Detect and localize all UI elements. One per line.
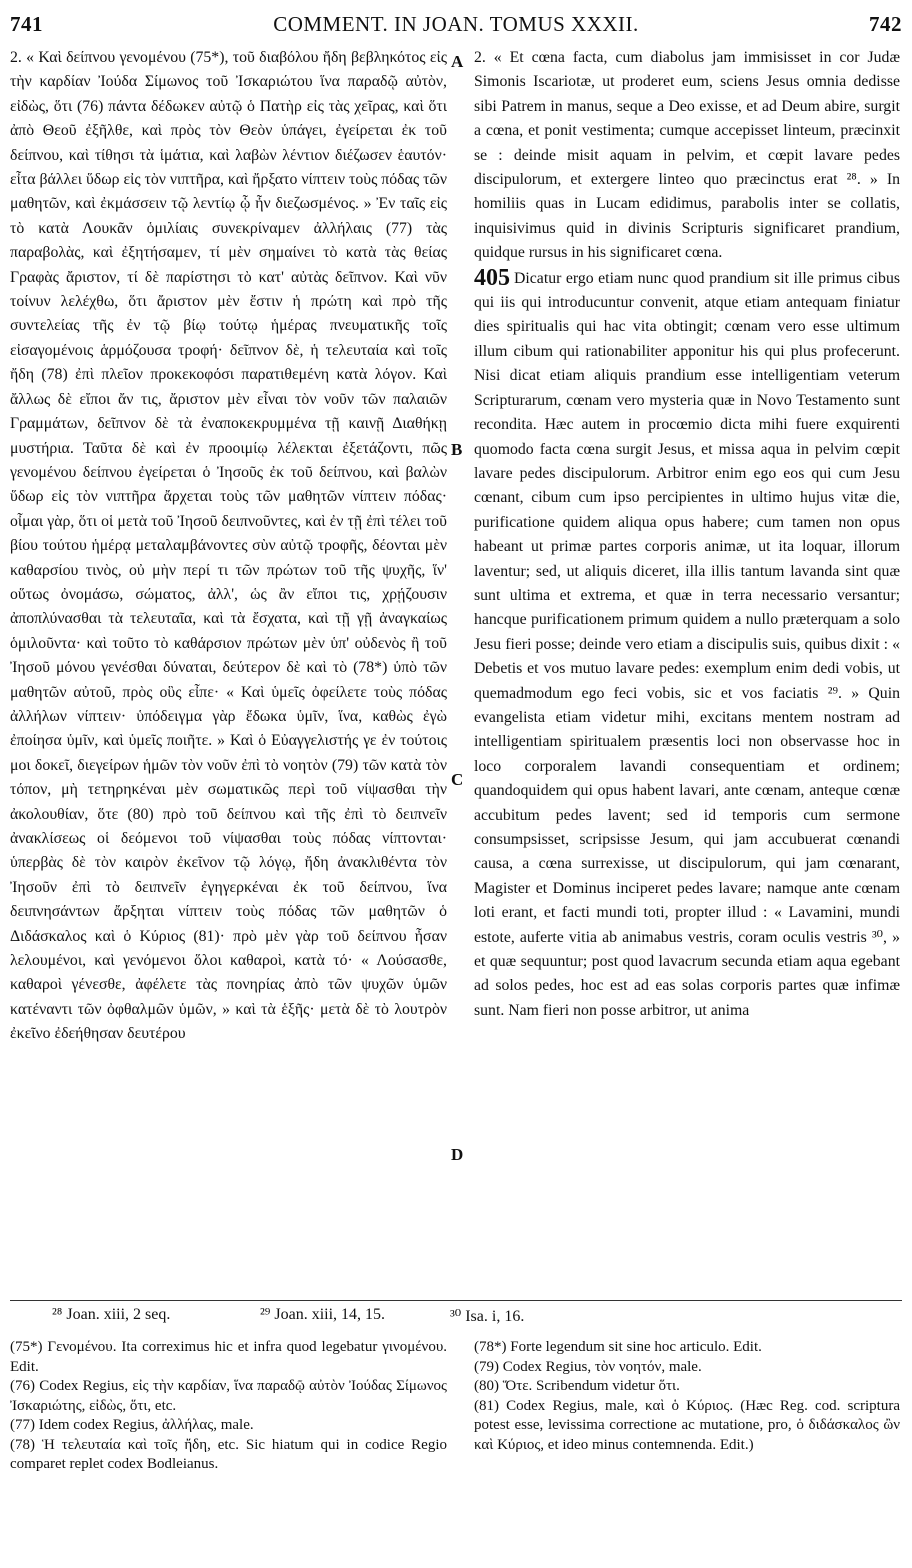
scripture-note-30: ³⁰ Isa. i, 16. — [450, 1308, 525, 1325]
note-75: (75*) Γενομένου. Ita correximus hic et infra quod legebatur γινομένου. Edit. — [10, 1339, 447, 1375]
margin-letter-a: A — [451, 52, 464, 71]
note-78-star: (78*) Forte legendum sit sine hoc articulo. Edit. — [474, 1339, 762, 1355]
note-81: (81) Codex Regius, male, καὶ ὁ Κύριος. (Hæc Reg. cod. scriptura potest esse, levissima correctione ac mutatione, pro, ὁ διδάσκαλος ὢν καὶ Κύριος, et ideo minus contemnenda. Edit.) — [474, 1397, 900, 1453]
scripture-notes — [10, 1306, 902, 1332]
page-number-left: 741 — [10, 12, 43, 36]
margin-letter-b: B — [451, 440, 463, 459]
note-79: (79) Codex Regius, τὸν νοητόν, male. — [474, 1358, 702, 1375]
editor-notes-right — [474, 1338, 900, 1455]
page-header — [10, 12, 902, 44]
latin-paragraph — [474, 46, 900, 1023]
note-77: (77) Idem codex Regius, ἀλλήλας, male. — [10, 1417, 254, 1433]
note-76: (76) Codex Regius, εἰς τὴν καρδίαν, ἵνα παραδῷ αὐτὸν Ἰούδας Σίμωνος Ἰσκαριώτης, εἰδὼς, ὅτι, etc. — [10, 1378, 447, 1414]
editor-notes-left — [10, 1338, 447, 1475]
page-number-right: 742 — [869, 12, 902, 36]
scripture-note-28: ²⁸ Joan. xiii, 2 seq. — [52, 1306, 171, 1323]
scripture-note-29: ²⁹ Joan. xiii, 14, 15. — [260, 1306, 386, 1323]
greek-paragraph: 2. « Καὶ δείπνου γενομένου (75*), τοῦ διαβόλου ἤδη βεβληκότος εἰς τὴν καρδίαν Ἰούδα Σίμωνος τοῦ Ἰσκαριώτου ἵνα παραδῷ αὐτὸν, εἰδὼς, ὅτι (76) πάντα δέδωκεν αὐτῷ ὁ Πατὴρ εἰς τὰς χεῖρας, καὶ ὅτι ἀπὸ Θεοῦ ἐξῆλθε, καὶ πρὸς τὸν Θεὸν ὑπάγει, ἐγείρεται ἐκ τοῦ δείπνου, καὶ τίθησι τὰ ἱμάτια, καὶ λαβὼν λέντιον διέζωσεν ἑαυτόν· εἶτα βάλλει ὕδωρ εἰς τὸν νιπτῆρα, καὶ ἤρξατο νίπτειν τοὺς πόδας τῶν μαθητῶν, καὶ ἐκμάσσειν τῷ λεντίῳ ᾧ ἦν διεζωσμένος. » Ἐν ταῖς εἰς τὸ κατὰ Λουκᾶν ὁμιλίαις συνεκρίναμεν ἀλλήλαις (77) τὰς παραβολὰς, καὶ ἐξητήσαμεν, τί μὲν σημαίνει τὸ κατὰ τὰς θείας Γραφὰς ἄριστον, τί δὲ παρίστησι τὸ κατ' αὐτὰς δεῖπνον. Καὶ νῦν τοίνυν λελέχθω, ὅτι ἄριστον μὲν ἔστιν ἡ πρώτη καὶ πρὸ τῆς συντελείας τῆς ἐν τῷ βίῳ τούτῳ ἡμέρας πνευματικῆς τοῖς εἰσαγομένοις ἁρμόζουσα τροφή· δεῖπνον δὲ, ἡ τελευταία καὶ τοῖς ἤδη (78) ἐπὶ πλεῖον προκεκοφόσι παρατιθεμένη κατὰ λόγον. Καὶ ἄλλως δὲ εἴποι ἄν τις, ἄριστον μὲν εἶναι τὸν νοῦν τῶν παλαιῶν Γραμμάτων, δεῖπνον δὲ τὰ ἐναποκεκρυμμένα τῇ καινῇ Διαθήκῃ μυστήρια. Ταῦτα δὲ καὶ ἐν προοιμίῳ λέλεκται ἐξετάζοντι, πῶς γενομένου δείπνου ἐγείρεται ὁ Ἰησοῦς ἐκ τοῦ δείπνου, καὶ βαλὼν ὕδωρ εἰς τὸν νιπτῆρα ἄρχεται τοὺς τῶν μαθητῶν νίπτειν πόδας· οἶμαι γὰρ, ὅτι οἱ μετὰ τοῦ Ἰησοῦ δειπνοῦντες, καὶ ἐν τῇ ἐπὶ τέλει τοῦ βίου τούτου ἡμέρᾳ μεταλαμβάνοντες σὺν αὐτῷ τροφῆς, δέονται μὲν καθαρσίου τινὸς, οὐ μὴν περί τι τῶν πρώτων τοῦ τῆς ψυχῆς, ἵν' οὕτως ὀνομάσω, σώματος, ἀλλ', ὡς ἂν εἴποι τις, χρῄζουσιν ἀποπλύνασθαι τὰ τελευταῖα, καὶ τὰ ἔσχατα, καὶ τῇ γῇ ἀναγκαίως ὁμιλοῦντα· καὶ τοῦτο τὸ καθάρσιον πρώτων μὲν ὑπ' οὐδενὸς ἢ τοῦ Ἰησοῦ μόνου γενέσθαι δύναται, δεύτερον δὲ καὶ τὸ (78*) ὑπὸ τῶν μαθητῶν αὐτοῦ, πρὸς οὓς εἶπε· « Καὶ ὑμεῖς ὀφείλετε τοὺς πόδας ἀλλήλων νίπτειν· ὑπόδειγμα γὰρ ἔδωκα ὑμῖν, ἵνα, καθὼς ἐγὼ ἐποίησα ὑμῖν, καὶ ὑμεῖς ποιῆτε. » Καὶ ὁ Εὐαγγελιστής γε ἐν τούτοις μοι δοκεῖ, διεγείρων ἡμῶν τὸν νοῦν ἐπὶ τὸ νοητὸν (79) τῶν κατὰ τὸν τόπον, μὴ τετηρηκέναι μὲν σωματικῶς περὶ τοῦ νίψασθαι τὴν ἀκολουθίαν, ὅτε (80) πρὸ τοῦ δείπνου καὶ τῆς ἐπὶ τὸ δειπνεῖν ἀνακλίσεως οἱ δεόμενοι τοῦ νίψασθαι τοὺς πόδας νίπτονται· ὑπερβὰς δὲ τὸν καιρὸν ἐκεῖνον τῷ λόγῳ, ἤδη ἀνακλιθέντα τὸν Ἰησοῦν ἐπὶ τὸ δειπνεῖν ἐγηγερκέναι ἐκ τοῦ δείπνου, ἵνα δειπνησάντων ἄρξηται νίπτειν τοὺς πόδας τῶν μαθητῶν ὁ Διδάσκαλος καὶ ὁ Κύριος (81)· πρὸ μὲν γὰρ τοῦ δείπνου ἦσαν λελουμένοι, καὶ γενόμενοι ὅλοι καθαροὶ, κατὰ τό· « Λούσασθε, καθαροὶ γένεσθε, ἀφέλετε τὰς πονηρίας ἀπὸ τῶν ψυχῶν ὑμῶν κατέναντι τῶν ὀφθαλμῶν ὑμῶν, » καὶ τὰ ἑξῆς· μετὰ δὲ τὸ λουτρὸν ἐκεῖνο ἐδεήθησαν δευτέρου — [10, 49, 447, 1043]
greek-column — [10, 46, 447, 1047]
note-80: (80) Ὅτε. Scribendum videtur ὅτι. — [474, 1378, 680, 1394]
latin-text-part-1: 2. « Et cœna facta, cum diabolus jam immisisset in cor Judæ Simonis Iscariotæ, ut proderet eum, sciens Jesus omnia dedisse sibi Patrem in manus, seque a Deo exisse, et ad Deum abire, surgit a cœna, et ponit vestimenta; cumque accepisset linteum, præcinxit se : deinde misit aquam in pelvim, et cœpit lavare pedes discipulorum, et extergere linteo quo præcinctus erat ²⁸. » In homiliis quas in Lucam edidimus, parabolis inter se collatis, inquisivimus quid in divinis Scripturis significaret prandium, quidque rursus in his significaret cœna. — [474, 49, 900, 262]
margin-letter-d: D — [451, 1145, 464, 1164]
running-title: COMMENT. IN JOAN. TOMUS XXXII. — [273, 12, 639, 36]
latin-text-part-2: Dicatur ergo etiam nunc quod prandium sit ille primus cibus qui iis qui introducuntur convenit, atque etiam antequam finiatur dies spiritualis qui hac vita obtingit; cœnam vero esse ultimum illum cibum qui rationabiliter apponitur his qui plus profecerunt. Nisi dicat etiam aliquis prandium esse intelligentiam veterum Scripturarum, cœnam vero mysteria quæ in Novo Testamento sunt recondita. Hæc autem in procœmio dicta mihi fuere exquirenti quomodo facta cœna surgit Jesus, et missa aqua in pelvim cœpit lavare pedes discipulorum. Arbitror enim ego eos qui cum Jesu cœnant, cibum cum ipso percipientes in ultimo hujus vitæ die, purificatione quidem aliqua opus habere; cum tamen non opus habeant ut primæ partes corporis animæ, ut ita loquar, illorum laventur; sed, ut aliquis diceret, illa illis tantum lavanda sint quæ sunt ultima et extrema, et quæ in terra necessario versantur; hancque purificationem primum quidem a nullo præterquam a solo Jesu fieri posse; deinde vero etiam a discipulis suis, quibus dixit : « Debetis et vos mutuo lavare pedes: exemplum enim dedi vobis, ut quemadmodum ego feci vobis, sic et vos faciatis ²⁹. » Quin evangelista etiam videtur mihi, excitans mentem nostram ad intelligentiam spiritualem præsentis loci non observasse hoc in loco corporalem lavandi consequentiam et ordinem; quandoquidem qui opus habent lavari, ante cœnam, anteque cœnæ accubitum pedes lavent; sed id temporis cum sermone consumpsisset, scripsisse Jesum, qui jam accubuerat cœnandi causa, a cœna surrexisse, ut discipulorum, qui jam cœnarant, Magister et Dominus inciperet pedes lavare; namque ante cœnam loti erant, et facti mundi toti, propter illud : « Lavamini, mundi estote, auferte vitia ab animabus vestris, coram oculis vestris ³⁰, » et quæ sequuntur; post quod lavacrum secunda etiam aqua egebant ad solos pedes, hoc est ad eas solas corporis partes quæ infimæ sunt. Nam fieri non posse arbitror, ut anima — [474, 269, 900, 1019]
margin-letter-c: C — [451, 770, 464, 789]
note-78: (78) Ἡ τελευταία καὶ τοῖς ἤδη, etc. Sic hiatum qui in codice Regio comparet replet codex Bodleianus. — [10, 1436, 447, 1472]
column-number: 405 — [474, 264, 510, 291]
footnote-divider — [10, 1300, 902, 1301]
latin-column — [474, 46, 900, 1023]
